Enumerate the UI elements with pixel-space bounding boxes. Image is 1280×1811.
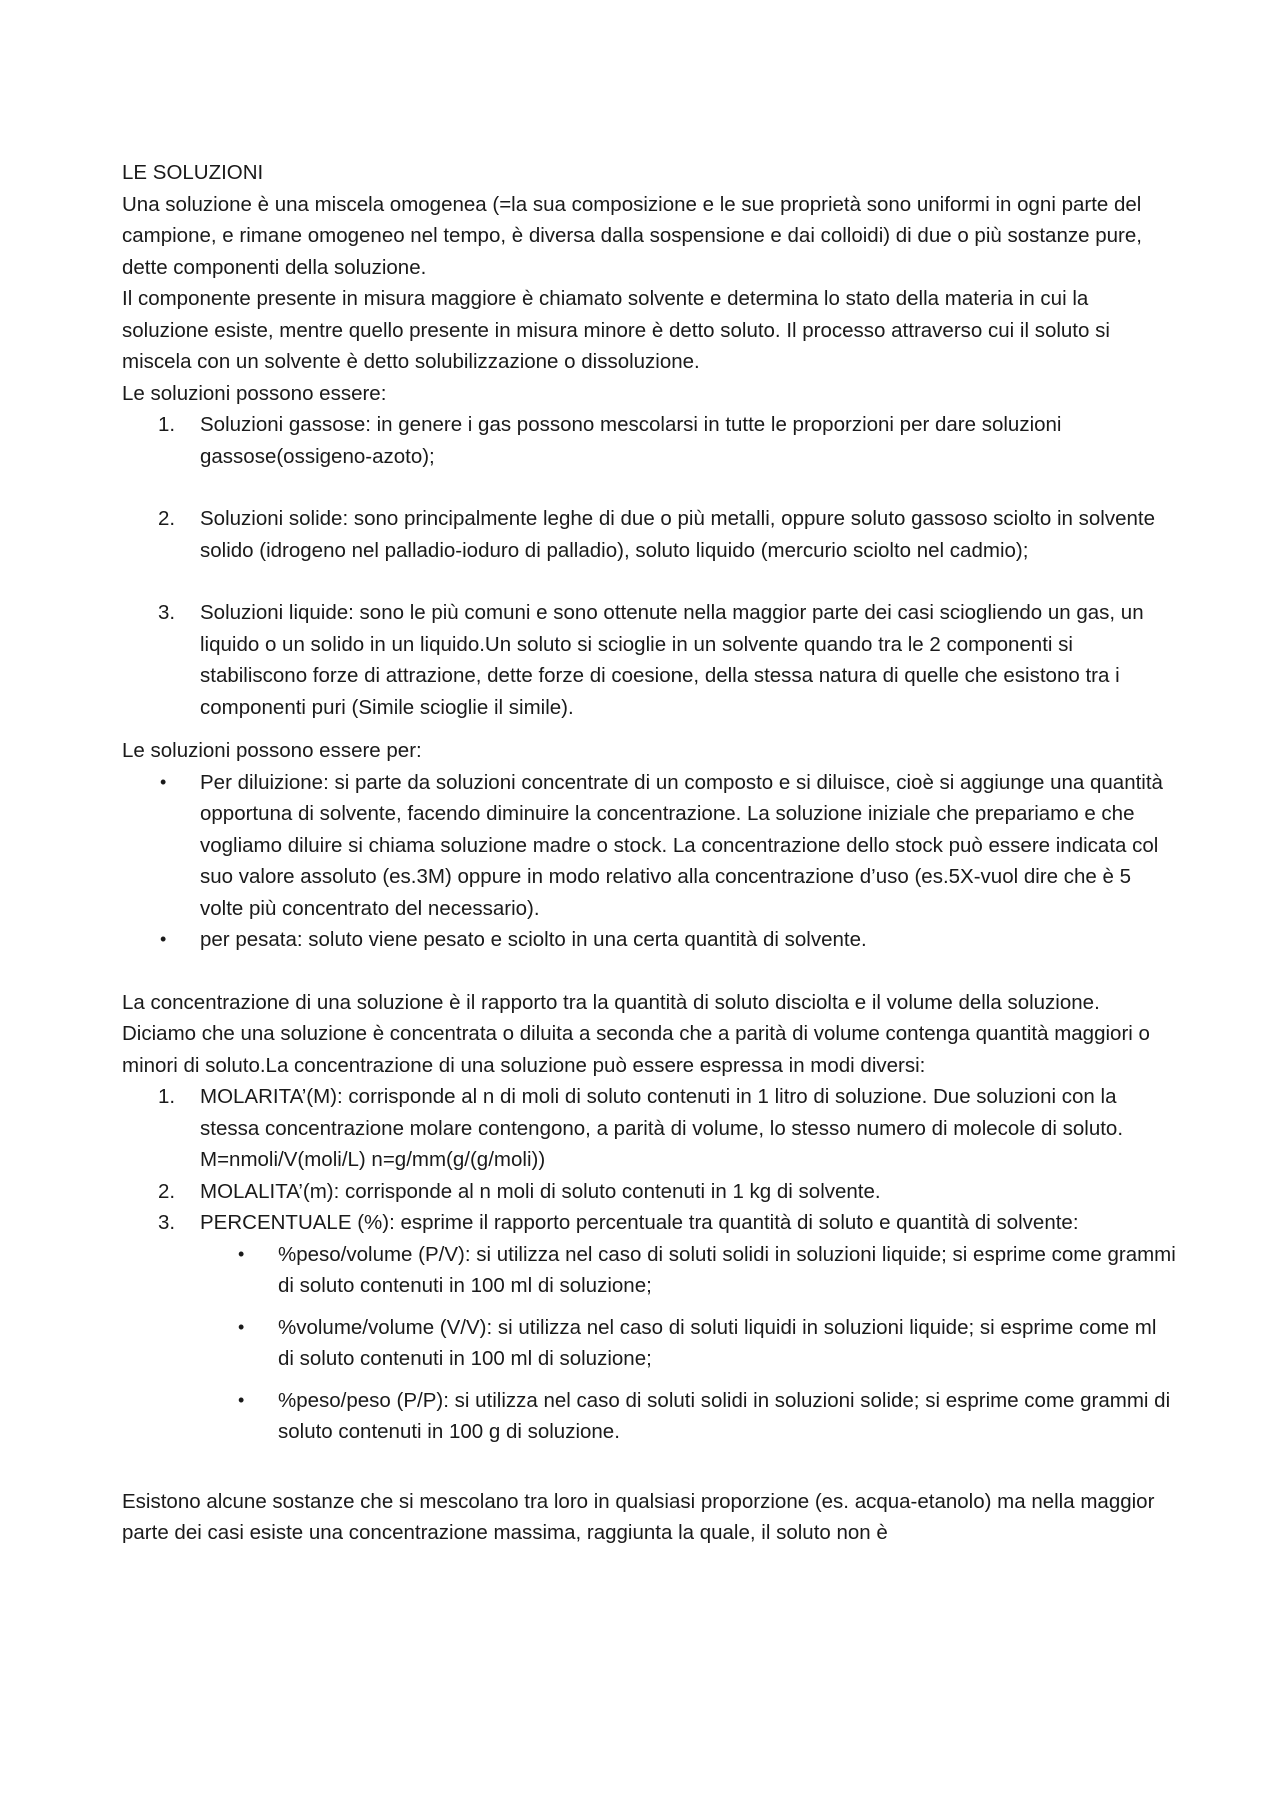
list-item bbox=[122, 1176, 1177, 1208]
list-item bbox=[122, 1239, 1177, 1302]
list-number: 1. bbox=[158, 1085, 176, 1108]
closing-paragraph: Esistono alcune sostanze che si mescolano tra loro in qualsiasi proporzione (es. acqua-etanolo) ma nella maggior parte dei casi esiste una concentrazione massima, raggiunta la quale, il soluto non è bbox=[122, 1489, 1155, 1544]
spacer bbox=[122, 956, 1177, 987]
list-number: 3. bbox=[158, 601, 176, 624]
concentration-paragraph: La concentrazione di una soluzione è il rapporto tra la quantità di soluto disciolta e il volume della soluzione. Diciamo che una soluzione è concentrata o diluita a seconda che a parità di volume contenga quantità maggiori o minori di soluto.La concentrazione di una soluzione può essere espressa in modi diversi: bbox=[122, 990, 1150, 1077]
list-item-text: %volume/volume (V/V): si utilizza nel caso di soluti liquidi in soluzioni liquide; si esprime come ml di soluto contenuti in 100 ml di soluzione; bbox=[278, 1315, 1157, 1370]
list-item bbox=[122, 1385, 1177, 1448]
list-item-text: Soluzioni solide: sono principalmente leghe di due o più metalli, oppure soluto gassoso sciolto in solvente solido (idrogeno nel palladio-ioduro di palladio), soluto liquido (mercurio sciolto nel cadmio); bbox=[200, 507, 1155, 562]
list-item-text: MOLALITA’(m): corrisponde al n moli di soluto contenuti in 1 kg di solvente. bbox=[200, 1179, 881, 1203]
spacer bbox=[122, 723, 1177, 735]
list-item bbox=[122, 503, 1177, 566]
document-title: LE SOLUZIONI bbox=[122, 161, 264, 184]
bullet-icon: • bbox=[238, 1389, 245, 1410]
list-number: 1. bbox=[158, 413, 176, 436]
list-item-text: Soluzioni gassose: in genere i gas possono mescolarsi in tutte le proporzioni per dare soluzioni gassose(ossigeno-azoto); bbox=[200, 413, 1062, 468]
intro-paragraph-1: Una soluzione è una miscela omogenea (=la sua composizione e le sue proprietà sono uniformi in ogni parte del campione, e rimane omogeneo nel tempo, è diversa dalla sospensione e dai colloidi) di due o più sostanze pure, dette componenti della soluzione. bbox=[122, 192, 1142, 279]
list-item-text: %peso/peso (P/P): si utilizza nel caso di soluti solidi in soluzioni solide; si esprime come grammi di soluto contenuti in 100 g di soluzione. bbox=[278, 1388, 1171, 1443]
spacer bbox=[122, 1448, 1177, 1486]
solution-types-list bbox=[122, 409, 1177, 723]
list-number: 3. bbox=[158, 1211, 176, 1234]
types-heading: Le soluzioni possono essere: bbox=[122, 381, 387, 405]
concentration-units-list bbox=[122, 1081, 1177, 1239]
spacer bbox=[122, 566, 1177, 597]
spacer bbox=[122, 472, 1177, 503]
list-number: 2. bbox=[158, 1179, 176, 1203]
list-item bbox=[122, 1207, 1177, 1239]
list-item-text: %peso/volume (P/V): si utilizza nel caso di soluti solidi in soluzioni liquide; si esprime come grammi di soluto contenuti in 100 ml di soluzione; bbox=[278, 1242, 1176, 1297]
list-item-text: Per diluizione: si parte da soluzioni concentrate di un composto e si diluisce, cioè si aggiunge una quantità opportuna di solvente, facendo diminuire la concentrazione. La soluzione iniziale che prepariamo e che vogliamo diluire si chiama soluzione madre o stock. La concentrazione dello stock può essere indicata col suo valore assoluto (es.3M) oppure in modo relativo alla concentrazione d’uso (es.5X-vuol dire che è 5 volte più concentrato del necessario). bbox=[200, 770, 1163, 920]
intro-paragraph-2: Il componente presente in misura maggiore è chiamato solvente e determina lo stato della materia in cui la soluzione esiste, mentre quello presente in misura minore è detto soluto. Il processo attraverso cui il soluto si miscela con un solvente è detto solubilizzazione o dissoluzione. bbox=[122, 287, 1110, 373]
bullet-icon: • bbox=[238, 1243, 245, 1264]
list-item bbox=[122, 409, 1177, 472]
list-number: 2. bbox=[158, 507, 176, 530]
preparation-heading: Le soluzioni possono essere per: bbox=[122, 739, 422, 762]
list-item-text: Soluzioni liquide: sono le più comuni e sono ottenute nella maggior parte dei casi sciogliendo un gas, un liquido o un solido in un liquido.Un soluto si scioglie in un solvente quando tra le 2 componenti si stabiliscono forze di attrazione, dette forze di coesione, della stessa natura di quelle che esistono tra i componenti puri (Simile scioglie il simile). bbox=[200, 601, 1144, 719]
list-item-text: per pesata: soluto viene pesato e sciolto in una certa quantità di solvente. bbox=[200, 928, 867, 951]
bullet-icon: • bbox=[160, 929, 167, 949]
list-item-text: PERCENTUALE (%): esprime il rapporto percentuale tra quantità di soluto e quantità di solvente: bbox=[200, 1211, 1079, 1234]
preparation-list bbox=[122, 767, 1177, 956]
spacer bbox=[122, 1375, 1177, 1385]
bullet-icon: • bbox=[160, 771, 167, 792]
list-item-text: MOLARITA’(M): corrisponde al n di moli di soluto contenuti in 1 litro di soluzione. Due soluzioni con la stessa concentrazione molare contengono, a parità di volume, lo stesso numero di molecole di soluto. M=nmoli/V(moli/L) n=g/mm(g/(g/moli)) bbox=[200, 1085, 1124, 1171]
list-item bbox=[122, 597, 1177, 723]
spacer bbox=[122, 1302, 1177, 1312]
list-item bbox=[122, 1312, 1177, 1375]
list-item bbox=[122, 767, 1177, 925]
percentage-types-list bbox=[122, 1239, 1177, 1448]
bullet-icon: • bbox=[238, 1316, 245, 1337]
list-item bbox=[122, 1081, 1177, 1176]
list-item bbox=[122, 924, 1177, 956]
document-body bbox=[122, 157, 1177, 1549]
